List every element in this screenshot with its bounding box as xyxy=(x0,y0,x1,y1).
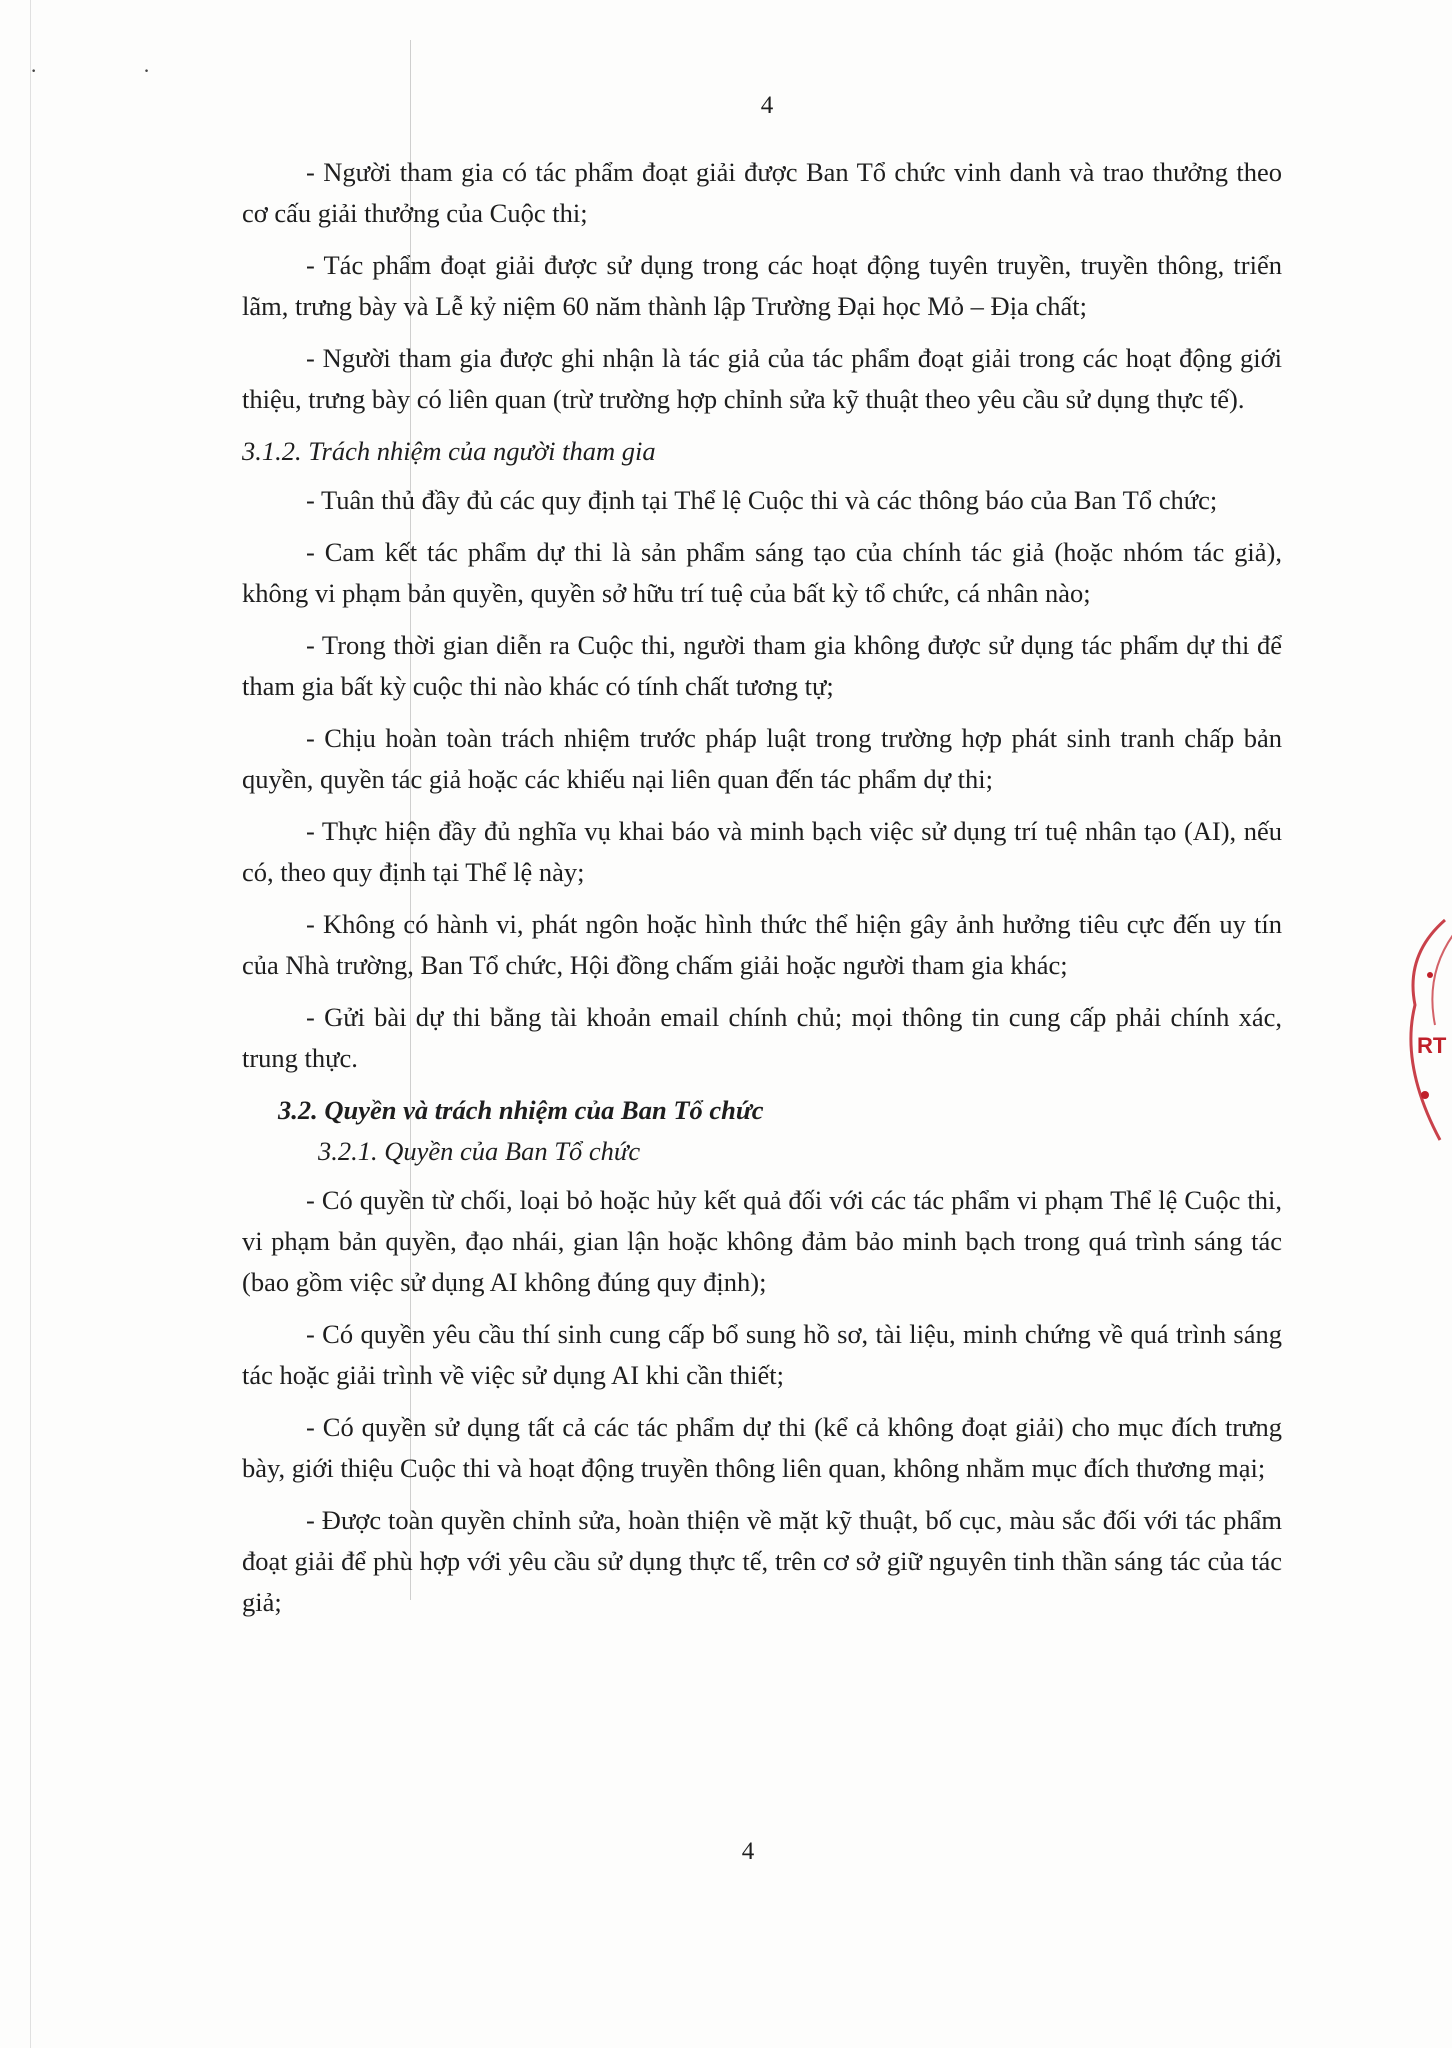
document-body xyxy=(242,152,1282,1634)
paragraph: - Tuân thủ đầy đủ các quy định tại Thể lệ Cuộc thi và các thông báo của Ban Tổ chức; xyxy=(306,485,1218,515)
paragraph: - Được toàn quyền chỉnh sửa, hoàn thiện về mặt kỹ thuật, bố cục, màu sắc đối với tác phẩm đoạt giải để phù hợp với yêu cầu sử dụng thực tế, trên cơ sở giữ nguyên tinh thần sáng tác của tác giả; xyxy=(242,1505,1282,1617)
stamp-text: RT xyxy=(1417,1033,1447,1058)
scan-specks: · · xyxy=(30,58,201,83)
paragraph: - Người tham gia được ghi nhận là tác giả của tác phẩm đoạt giải trong các hoạt động giới thiệu, trưng bày có liên quan (trừ trường hợp chỉnh sửa kỹ thuật theo yêu cầu sử dụng thực tế). xyxy=(242,343,1282,414)
section-heading-3-2-1: 3.2.1. Quyền của Ban Tổ chức xyxy=(318,1136,641,1166)
section-heading-3-1-2: 3.1.2. Trách nhiệm của người tham gia xyxy=(242,436,656,466)
section-heading-3-2: 3.2. Quyền và trách nhiệm của Ban Tổ chức xyxy=(278,1095,764,1125)
paragraph: - Tác phẩm đoạt giải được sử dụng trong các hoạt động tuyên truyền, truyền thông, triển lãm, trưng bày và Lễ kỷ niệm 60 năm thành lập Trường Đại học Mỏ – Địa chất; xyxy=(242,250,1282,321)
red-seal-stamp-fragment xyxy=(1395,915,1452,1145)
page-number-bottom: 4 xyxy=(741,1838,755,1865)
paragraph: - Chịu hoàn toàn trách nhiệm trước pháp luật trong trường hợp phát sinh tranh chấp bản quyền, quyền tác giả hoặc các khiếu nại liên quan đến tác phẩm dự thi; xyxy=(242,723,1282,794)
paragraph: - Có quyền sử dụng tất cả các tác phẩm dự thi (kể cả không đoạt giải) cho mục đích trưng bày, giới thiệu Cuộc thi và hoạt động truyền thông liên quan, không nhằm mục đích thương mại; xyxy=(242,1412,1282,1483)
paragraph: - Thực hiện đầy đủ nghĩa vụ khai báo và minh bạch việc sử dụng trí tuệ nhân tạo (AI), nếu có, theo quy định tại Thể lệ này; xyxy=(242,816,1282,887)
paragraph: - Không có hành vi, phát ngôn hoặc hình thức thể hiện gây ảnh hưởng tiêu cực đến uy tín của Nhà trường, Ban Tổ chức, Hội đồng chấm giải hoặc người tham gia khác; xyxy=(242,909,1282,980)
page-number-top: 4 xyxy=(760,92,774,119)
paragraph: - Có quyền yêu cầu thí sinh cung cấp bổ sung hồ sơ, tài liệu, minh chứng về quá trình sáng tác hoặc giải trình về việc sử dụng AI khi cần thiết; xyxy=(242,1319,1282,1390)
paragraph: - Trong thời gian diễn ra Cuộc thi, người tham gia không được sử dụng tác phẩm dự thi để tham gia bất kỳ cuộc thi nào khác có tính chất tương tự; xyxy=(242,630,1282,701)
paragraph: - Cam kết tác phẩm dự thi là sản phẩm sáng tạo của chính tác giả (hoặc nhóm tác giả), không vi phạm bản quyền, quyền sở hữu trí tuệ của bất kỳ tổ chức, cá nhân nào; xyxy=(242,537,1282,608)
scan-edge-line xyxy=(30,0,31,2048)
paragraph: - Người tham gia có tác phẩm đoạt giải được Ban Tổ chức vinh danh và trao thưởng theo cơ cấu giải thưởng của Cuộc thi; xyxy=(242,157,1282,228)
paragraph: - Gửi bài dự thi bằng tài khoản email chính chủ; mọi thông tin cung cấp phải chính xác, trung thực. xyxy=(242,1002,1282,1073)
paragraph: - Có quyền từ chối, loại bỏ hoặc hủy kết quả đối với các tác phẩm vi phạm Thể lệ Cuộc thi, vi phạm bản quyền, đạo nhái, gian lận hoặc không đảm bảo minh bạch trong quá trình sáng tác (bao gồm việc sử dụng AI không đúng quy định); xyxy=(242,1185,1282,1297)
